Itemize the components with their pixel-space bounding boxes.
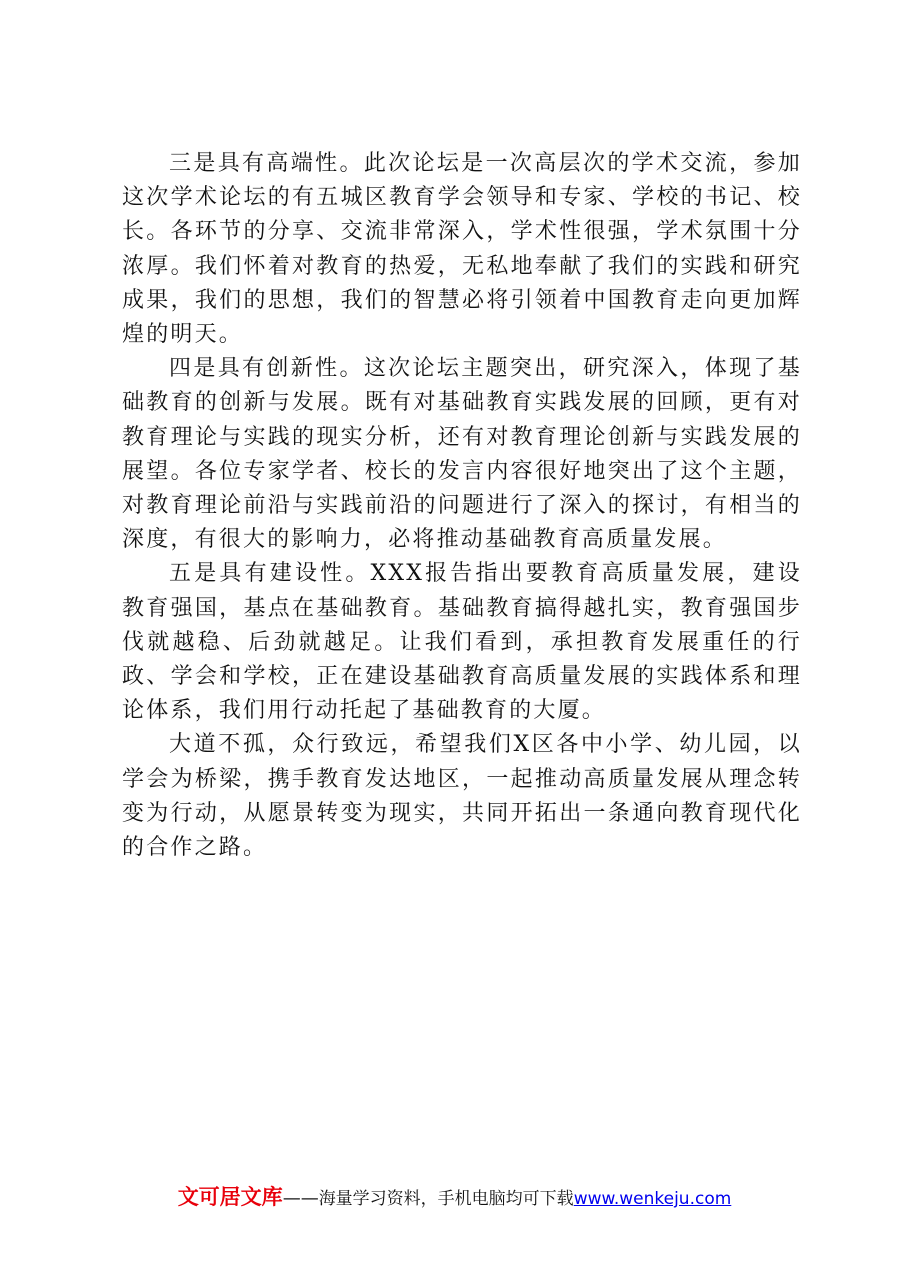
document-body xyxy=(122,147,802,865)
paragraph-constructive: 五是具有建设性。XXX报告指出要教育高质量发展，建设教育强国，基点在基础教育。基础教育搞得越扎实，教育强国步伐就越稳、后劲就越足。让我们看到，承担教育发展重任的行政、学会和学校，正在建设基础教育高质量发展的实践体系和理论体系，我们用行动托起了基础教育的大厦。 xyxy=(122,561,802,724)
paragraph-high-end: 三是具有高端性。此次论坛是一次高层次的学术交流，参加这次学术论坛的有五城区教育学会领导和专家、学校的书记、校长。各环节的分享、交流非常深入，学术性很强，学术氛围十分浓厚。我们怀着对教育的热爱，无私地奉献了我们的实践和研究成果，我们的思想，我们的智慧必将引领着中国教育走向更加辉煌的明天。 xyxy=(122,151,802,348)
footer-site-link[interactable]: www.wenkeju.com xyxy=(573,1189,732,1209)
footer-tagline: 海量学习资料，手机电脑均可下载 xyxy=(318,1189,574,1209)
paragraph-innovation: 四是具有创新性。这次论坛主题突出，研究深入，体现了基础教育的创新与发展。既有对基础教育实践发展的回顾，更有对教育理论与实践的现实分析，还有对教育理论创新与实践发展的展望。各位专家学者、校长的发言内容很好地突出了这个主题，对教育理论前沿与实践前沿的问题进行了深入的探讨，有相当的深度，有很大的影响力，必将推动基础教育高质量发展。 xyxy=(122,356,802,553)
footer-brand: 文可居文库 xyxy=(177,1185,283,1209)
footer-dash: —— xyxy=(282,1188,319,1209)
footer-banner xyxy=(0,1181,909,1211)
paragraph-conclusion: 大道不孤，众行致远，希望我们X区各中小学、幼儿园，以学会为桥梁，携手教育发达地区，一起推动高质量发展从理念转变为行动，从愿景转变为现实，共同开拓出一条通向教育现代化的合作之路。 xyxy=(122,732,802,861)
